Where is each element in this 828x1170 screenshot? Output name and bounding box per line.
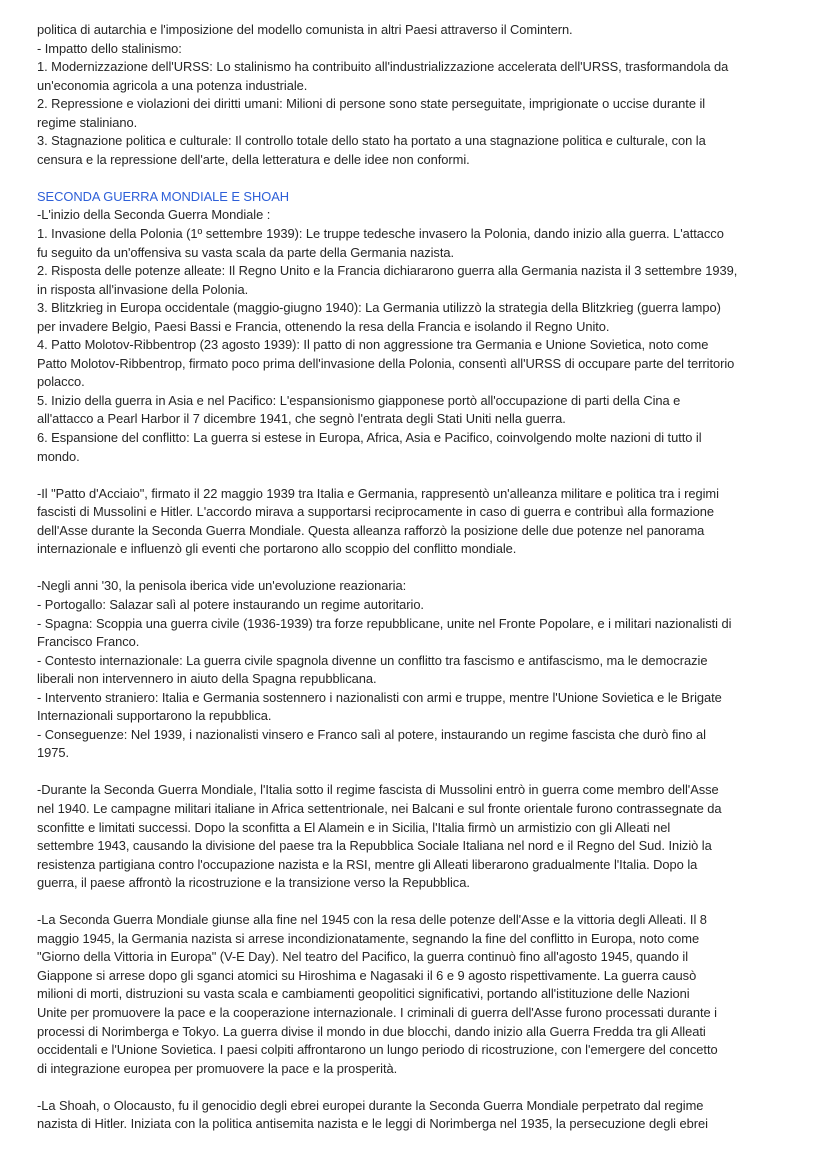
paragraph-gap — [37, 466, 797, 485]
section-heading: SECONDA GUERRA MONDIALE E SHOAH — [37, 188, 290, 204]
text-line: fascisti di Mussolini e Hitler. L'accordo mirava a supportarsi reciprocamente in caso di guerra e contribuì alla formazione — [37, 504, 714, 520]
text-line: maggio 1945, la Germania nazista si arrese incondizionatamente, segnando la fine del conflitto in Europa, noto come — [37, 930, 700, 946]
text-line: 4. Patto Molotov-Ribbentrop (23 agosto 1939): Il patto di non aggressione tra Germania e Unione Sovietica, noto come — [37, 337, 709, 353]
text-line: - Spagna: Scoppia una guerra civile (1936-1939) tra forze repubblicane, unite nel Fronte Popolare, e i militari nazionalisti di — [37, 615, 732, 631]
text-line: - Intervento straniero: Italia e Germania sostennero i nazionalisti con armi e truppe, mentre l'Unione Sovietica e le Brigate — [37, 689, 722, 705]
text-line: -La Seconda Guerra Mondiale giunse alla fine nel 1945 con la resa delle potenze dell'Asse e la vittoria degli Alleati. Il 8 — [37, 912, 707, 928]
text-line: politica di autarchia e l'imposizione del modello comunista in altri Paesi attraverso il Comintern. — [37, 22, 573, 37]
text-line: in risposta all'invasione della Polonia. — [37, 281, 249, 297]
text-line: un'economia agricola a una potenza industriale. — [37, 77, 308, 93]
text-line: 2. Repressione e violazioni dei diritti umani: Milioni di persone sono state perseguitate, imprigionate o uccise durante il — [37, 96, 706, 112]
text-line: censura e la repressione dell'arte, della letteratura e delle idee non conformi. — [37, 151, 470, 167]
text-line: di integrazione europea per promuovere la pace e la prosperità. — [37, 1060, 398, 1076]
text-line: -Durante la Seconda Guerra Mondiale, l'Italia sotto il regime fascista di Mussolini entrò in guerra come membro dell'Asse — [37, 782, 719, 798]
text-line: 5. Inizio della guerra in Asia e nel Pacifico: L'espansionismo giapponese portò all'occupazione di parti della Cina e — [37, 392, 681, 408]
paragraph-gap — [37, 169, 797, 188]
text-line: -Negli anni '30, la penisola iberica vide un'evoluzione reazionaria: — [37, 578, 407, 594]
document-page — [37, 21, 797, 1134]
text-line: -L'inizio della Seconda Guerra Mondiale : — [37, 207, 271, 223]
text-line: "Giorno della Vittoria in Europa" (V-E Day). Nel teatro del Pacifico, la guerra continuò fino all'agosto 1945, quando il — [37, 949, 689, 965]
text-line: all'attacco a Pearl Harbor il 7 dicembre 1941, che segnò l'entrata degli Stati Uniti nella guerra. — [37, 411, 566, 427]
text-line: -Il "Patto d'Acciaio", firmato il 22 maggio 1939 tra Italia e Germania, rappresentò un'alleanza militare e politica tra i regimi — [37, 485, 719, 501]
text-line: 3. Stagnazione politica e culturale: Il controllo totale dello stato ha portato a una stagnazione politica e culturale, con la — [37, 133, 706, 149]
text-line: - Conseguenze: Nel 1939, i nazionalisti vinsero e Franco salì al potere, instaurando un regime fascista che durò fino al — [37, 726, 706, 742]
text-line: dell'Asse durante la Seconda Guerra Mondiale. Questa alleanza rafforzò la posizione delle due potenze nel panorama — [37, 522, 705, 538]
text-line: 1. Modernizzazione dell'URSS: Lo stalinismo ha contribuito all'industrializzazione accelerata dell'URSS, trasformandola da — [37, 59, 729, 75]
text-line: occidentali e l'Unione Sovietica. I paesi colpiti affrontarono un lungo periodo di ricostruzione, con l'emergere del concetto — [37, 1042, 718, 1058]
paragraph-gap — [37, 893, 797, 912]
text-line: 1. Invasione della Polonia (1º settembre 1939): Le truppe tedesche invasero la Polonia, dando inizio alla guerra. L'attacco — [37, 226, 724, 242]
text-line: 1975. — [37, 745, 70, 761]
text-line: - Impatto dello stalinismo: — [37, 40, 182, 56]
paragraph-gap — [37, 559, 797, 578]
text-line: polacco. — [37, 374, 85, 390]
text-line: nel 1940. Le campagne militari italiane in Africa settentrionale, nei Balcani e sul fronte orientale furono contrassegnate da — [37, 800, 722, 816]
text-line: 2. Risposta delle potenze alleate: Il Regno Unito e la Francia dichiararono guerra alla Germania nazista il 3 settembre 1939, — [37, 263, 738, 279]
text-line: mondo. — [37, 448, 80, 464]
text-line: resistenza partigiana contro l'occupazione nazista e la RSI, mentre gli Alleati liberarono gradualmente l'Italia. Dopo la — [37, 856, 698, 872]
text-line: fu seguito da un'offensiva su vasta scala da parte della Germania nazista. — [37, 244, 455, 260]
text-line: regime staliniano. — [37, 114, 138, 130]
text-line: internazionale e influenzò gli eventi che portarono allo scoppio del conflitto mondiale. — [37, 541, 517, 557]
text-line: sconfitte e limitati successi. Dopo la sconfitta a El Alamein e in Sicilia, l'Italia firmò un armistizio con gli Alleati nel — [37, 819, 671, 835]
text-line: per invadere Belgio, Paesi Bassi e Francia, ottenendo la resa della Francia e isolando il Regno Unito. — [37, 318, 610, 334]
text-line: -La Shoah, o Olocausto, fu il genocidio degli ebrei europei durante la Seconda Guerra Mondiale perpetrato dal regime — [37, 1097, 704, 1113]
text-line: nazista di Hitler. Iniziata con la politica antisemita nazista e le leggi di Norimberga nel 1935, la persecuzione degli ebrei — [37, 1116, 708, 1132]
text-line: - Contesto internazionale: La guerra civile spagnola divenne un conflitto tra fascismo e antifascismo, ma le democrazie — [37, 652, 708, 668]
text-line: Internazionali supportarono la repubblica. — [37, 708, 272, 724]
text-line: settembre 1943, causando la divisione del paese tra la Repubblica Sociale Italiana nel nord e il Regno del Sud. Iniziò la — [37, 838, 712, 854]
text-line: - Portogallo: Salazar salì al potere instaurando un regime autoritario. — [37, 596, 424, 612]
text-line: 3. Blitzkrieg in Europa occidentale (maggio-giugno 1940): La Germania utilizzò la strategia della Blitzkrieg (guerra lampo) — [37, 300, 721, 316]
text-line: guerra, il paese affrontò la ricostruzione e la transizione verso la Repubblica. — [37, 875, 470, 891]
paragraph-gap — [37, 763, 797, 782]
text-line: Patto Molotov-Ribbentrop, firmato poco prima dell'invasione della Polonia, consentì all'URSS di occupare parte del territorio — [37, 355, 735, 371]
text-line: 6. Espansione del conflitto: La guerra si estese in Europa, Africa, Asia e Pacifico, coinvolgendo molte nazioni di tutto il — [37, 430, 702, 446]
text-line: Unite per promuovere la pace e la cooperazione internazionale. I criminali di guerra dell'Asse furono processati durante i — [37, 1004, 717, 1020]
paragraph-gap — [37, 1078, 797, 1097]
text-line: Giappone si arrese dopo gli sganci atomici su Hiroshima e Nagasaki il 6 e 9 agosto rispettivamente. La guerra causò — [37, 967, 697, 983]
text-line: processi di Norimberga e Tokyo. La guerra divise il mondo in due blocchi, dando inizio alla Guerra Fredda tra gli Alleati — [37, 1023, 706, 1039]
text-line: milioni di morti, distruzioni su vasta scala e cambiamenti geopolitici significativi, portando all'istituzione delle Nazioni — [37, 986, 690, 1002]
text-line: Francisco Franco. — [37, 634, 140, 650]
text-line: liberali non intervennero in aiuto della Spagna repubblicana. — [37, 671, 377, 687]
